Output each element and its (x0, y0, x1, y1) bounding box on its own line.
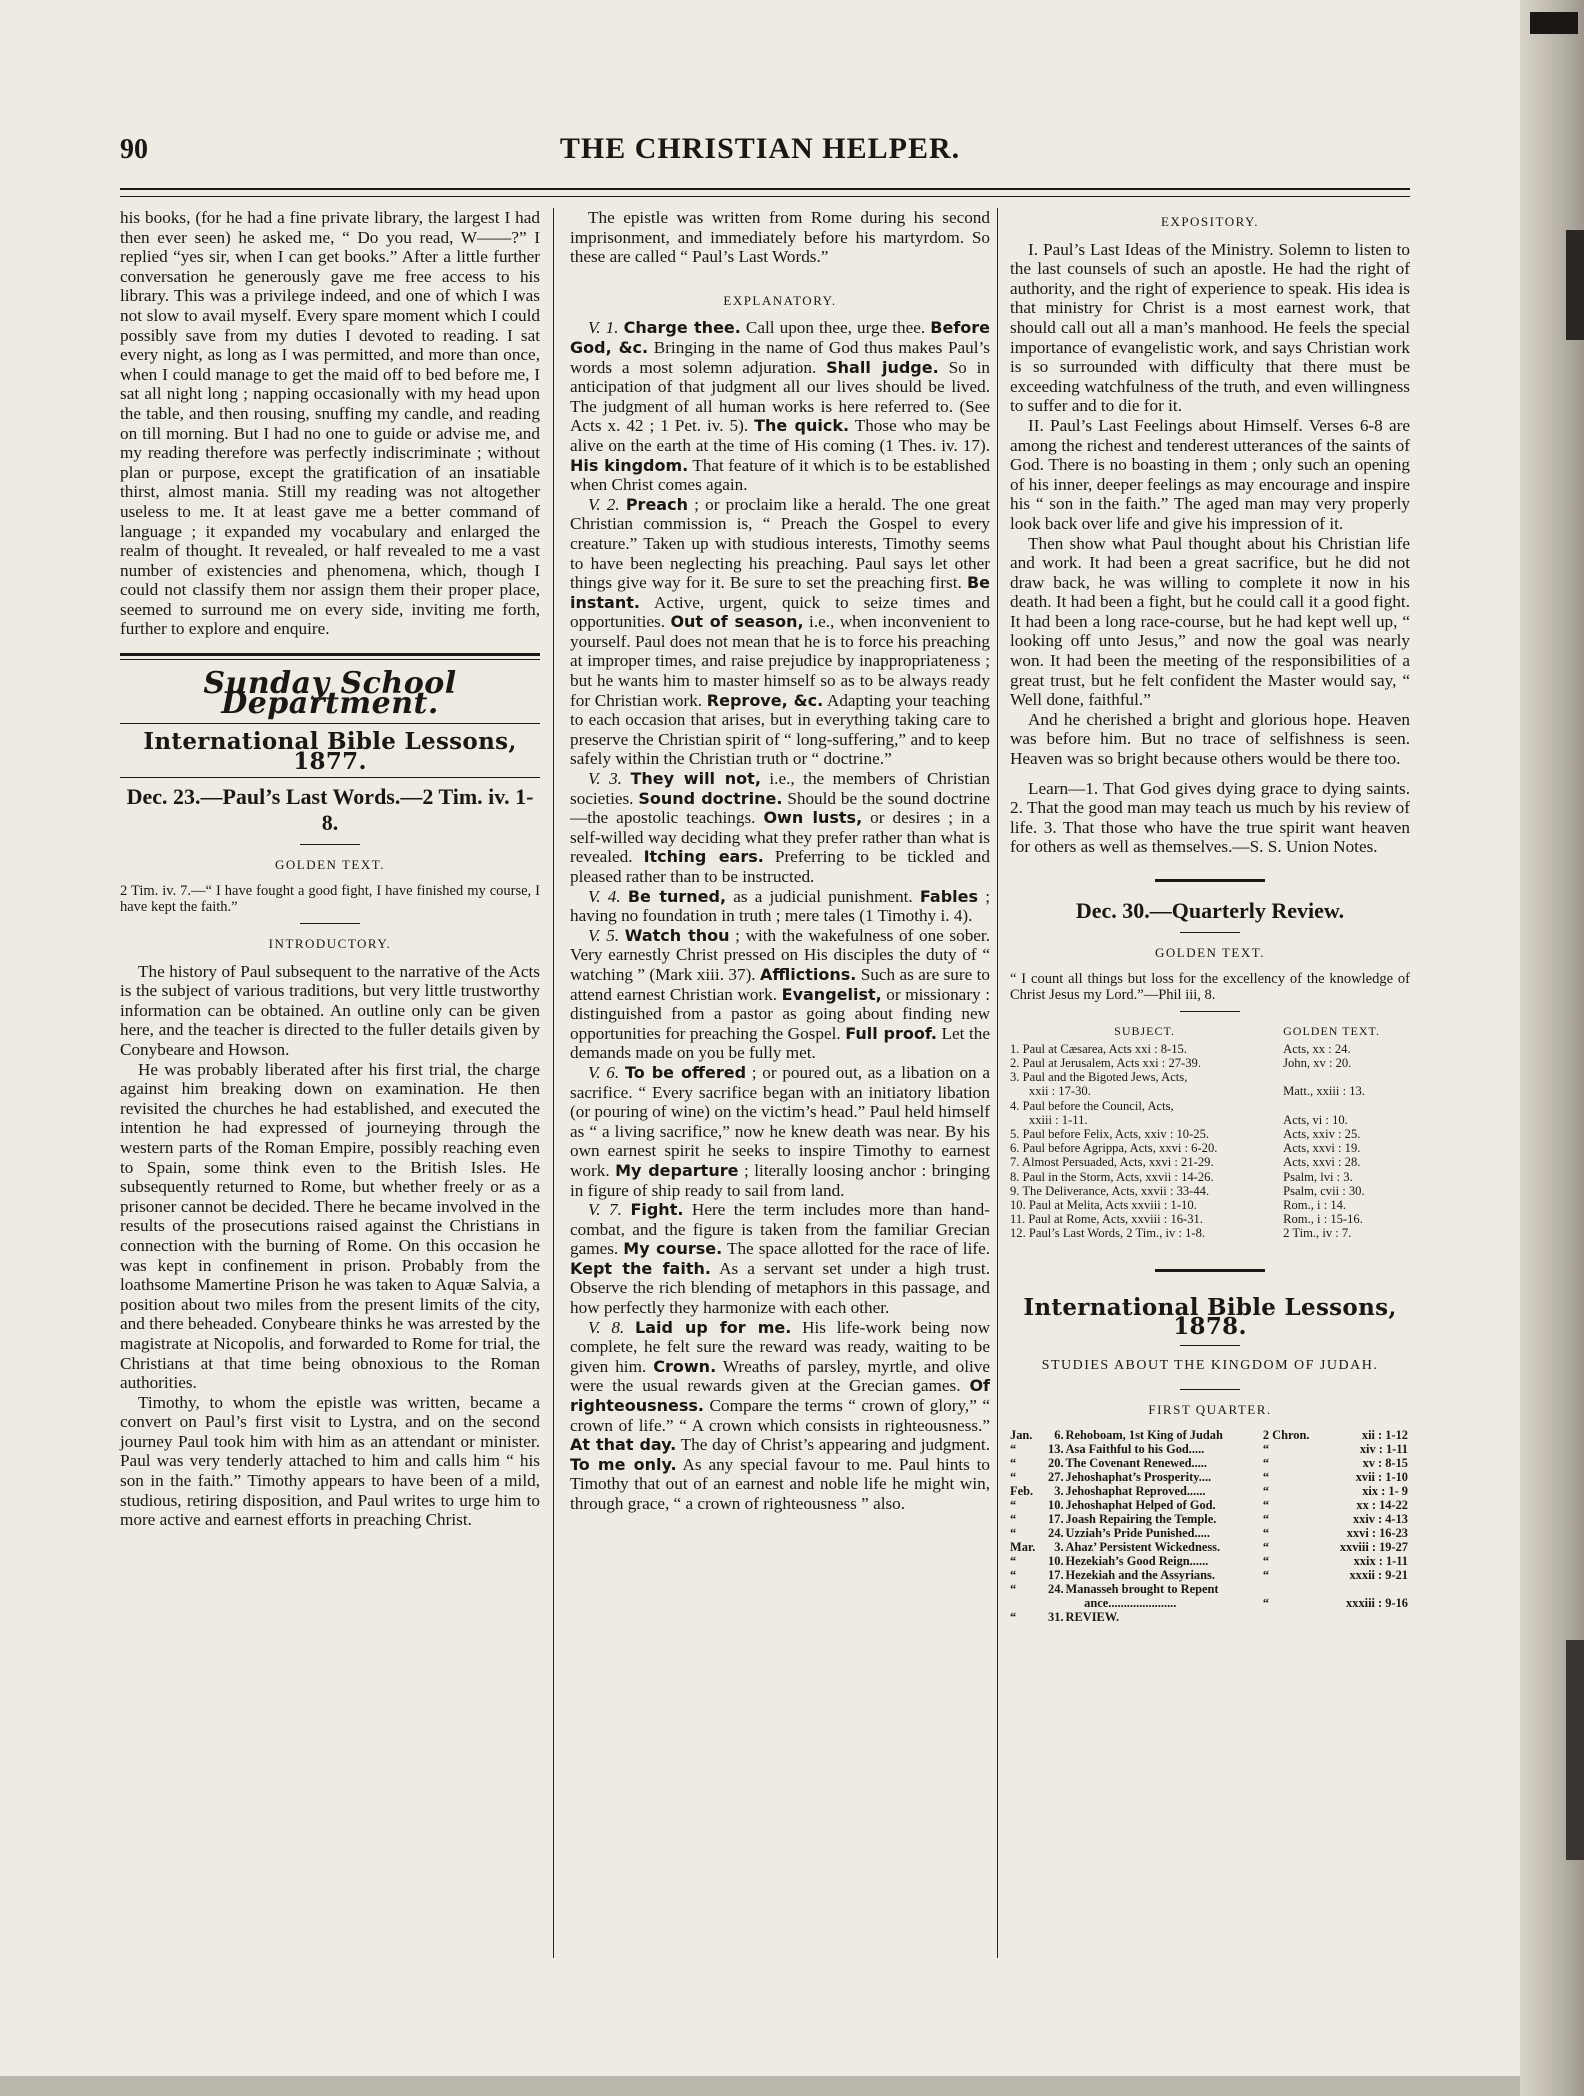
range-cell: xix : 1- 9 (1362, 1484, 1408, 1499)
golden-text-cell (1279, 1070, 1410, 1084)
range-cell: xxix : 1-11 (1353, 1554, 1408, 1569)
table-row (1010, 1212, 1410, 1226)
subject-cell: xxiii : 1-11. (1010, 1112, 1088, 1127)
table-row (1010, 1084, 1410, 1098)
verse-text: ; with the wakefulness of one sober. Very earnestly Christ pressed on His disciples the duty of “ watching ” (Mark xiii. 37). (570, 925, 991, 984)
subject-cell: 8. Paul in the Storm, Acts, xxvii : 14-26. (1010, 1169, 1214, 1184)
table-row (1010, 1042, 1410, 1056)
subject-cell: xxii : 17-30. (1010, 1084, 1091, 1099)
table-row (1010, 1526, 1410, 1540)
lessons-title: International Bible Lessons, 1877. (143, 728, 517, 775)
paragraph: II. Paul’s Last Feelings about Himself. Verses 6-8 are among the richest and tenderest utterances of the saints of God. There is no boasting in them ; only such an opening of his inner, deeper feelings as may encourage and inspire his “ son in the faith.” The aged man may very properly look back over life and give his impression of it. (1010, 415, 1410, 533)
verse-ref: V. 8. (588, 1317, 635, 1337)
verse-term: Watch thou (624, 925, 730, 945)
short-rule (1155, 879, 1265, 882)
table-row (1010, 1470, 1410, 1484)
page-bottom-edge (0, 2076, 1520, 2096)
verse-note (570, 1318, 990, 1514)
paragraph: Learn—1. That God gives dying grace to dying saints. 2. That the good man may teach us much by his review of life. 3. That those who have the true spirit want heaven for others as well as themselves.—S. S. Union Notes. (1010, 778, 1410, 857)
topic-cell: The Covenant Renewed..... (1065, 1456, 1208, 1471)
month-cell: “ (1010, 1456, 1017, 1471)
verse-text: The day of Christ’s appearing and judgment. (676, 1435, 990, 1455)
verse-text: Adapting your teaching to each occasion that arises, but in everything taking care to preserve the Christian spirit of “ long-suffering,” and to keep safely within the Christian truth or “ doctrine.” (570, 690, 990, 769)
verse-term: Evangelist, (781, 984, 882, 1004)
topic-cell: Hezekiah’s Good Reign...... (1065, 1554, 1209, 1569)
topic-cell: Joash Repairing the Temple. (1065, 1512, 1217, 1527)
golden-text-cell: Acts, xxvi : 28. (1283, 1155, 1361, 1170)
paragraph: Timothy, to whom the epistle was written, became a convert on Paul’s first visit to Lystra, and on the second journey Paul took him with him as an attendant or minister. Paul was very tenderly attached to him and calls him “ his son in the faith.” Timothy appears to have been of a mild, studious, retiring disposition, and Paul writes to urge him to more active and earnest efforts in preaching Christ. (120, 1392, 540, 1530)
lesson-heading: Dec. 23.—Paul’s Last Words.—2 Tim. iv. 1-8. (126, 784, 534, 836)
table-row (1010, 1155, 1410, 1169)
verse-term: Kept the faith. (570, 1258, 711, 1278)
verse-note (570, 769, 990, 887)
day-cell: 20. (1048, 1456, 1064, 1471)
verse-note (570, 1063, 990, 1200)
subject-cell: 7. Almost Persuaded, Acts, xxvi : 21-29. (1010, 1155, 1214, 1170)
studies-title: STUDIES ABOUT THE KINGDOM OF JUDAH. (1041, 1357, 1379, 1373)
table-row (1010, 1596, 1410, 1610)
topic-cell: Jehoshaphat Reproved...... (1065, 1484, 1206, 1499)
verse-ref: V. 3. (588, 769, 631, 789)
table-row (1010, 1070, 1410, 1084)
divider (120, 723, 540, 724)
column-right (1010, 208, 1410, 1624)
range-cell: xxviii : 19-27 (1339, 1540, 1408, 1555)
paragraph: I. Paul’s Last Ideas of the Ministry. Solemn to listen to the last counsels of such an apostle. He had the right of authority, and the right of experience to speak. His idea is that ministry for Christ is a most earnest work, that should call out all a man’s manhood. He feels the special importance of evangelistic work, and says Christian work is so surrounded with difficulty that there must be exceeding watchfulness of the truth, and even willingness to suffer and to die for it. (1010, 239, 1410, 416)
topic-cell: Rehoboam, 1st King of Judah (1065, 1428, 1223, 1443)
paragraph: And he cherished a bright and glorious hope. Heaven was before him. But no trace of selfishness is seen. Heaven was so bright because others would be there too. (1010, 709, 1410, 769)
verse-term: Charge thee. (623, 318, 741, 338)
review-heading: Dec. 30.—Quarterly Review. (1075, 898, 1345, 923)
verse-note (570, 887, 990, 926)
verse-term: Out of season, (670, 612, 804, 632)
verse-text: ; or poured out, as a libation on a sacrifice. “ Every sacrifice began with an initiatory libation (or pouring of wine) on the victim’s head.” Paul held himself as “ a living sacrifice,” now he knew death was near. By his own earnest spirit he seeks to inspire Timothy to earnest work. (570, 1062, 990, 1180)
table-row (1010, 1498, 1410, 1512)
verse-term: Preach (625, 494, 688, 514)
lessons-1878-title: International Bible Lessons, 1878. (1023, 1293, 1397, 1341)
month-cell: Jan. (1010, 1428, 1033, 1443)
range-cell: xxiv : 4-13 (1352, 1512, 1408, 1527)
page-edge-shadow (1520, 0, 1584, 2096)
day-cell: 17. (1048, 1512, 1064, 1527)
short-rule (1155, 1269, 1265, 1272)
verse-term: Own lusts, (763, 808, 863, 828)
table-row (1010, 1428, 1410, 1442)
divider (120, 777, 540, 778)
table-row (1010, 1512, 1410, 1526)
verse-term: Of righteousness. (570, 1376, 990, 1416)
subject-cell: 12. Paul’s Last Words, 2 Tim., iv : 1-8. (1010, 1226, 1206, 1241)
column-rule (553, 208, 554, 1958)
book-cell: 2 Chron. (1262, 1428, 1310, 1443)
verse-term: Be instant. (570, 573, 990, 612)
quarterly-review-rows (1010, 1042, 1410, 1241)
month-cell: “ (1010, 1526, 1017, 1541)
verse-note (570, 926, 990, 1063)
header-rule (120, 188, 1410, 197)
table-row (1010, 1456, 1410, 1470)
verse-term: His kingdom. (570, 455, 689, 475)
verse-text: His life-work being now complete, he felt sure the reward was ready, waiting to be given him. (570, 1317, 990, 1376)
range-cell: xvii : 1-10 (1355, 1470, 1408, 1485)
verse-text: That feature of it which is to be established when Christ comes again. (570, 455, 990, 495)
verse-text: Wreaths of parsley, myrtle, and olive were the usual rewards given at the Grecian games. (570, 1356, 990, 1396)
expository-text (1010, 240, 1410, 857)
verse-term: Fables (919, 886, 979, 906)
verse-term: My departure (615, 1160, 739, 1180)
book-cell (1263, 1610, 1323, 1624)
subject-cell: 6. Paul before Agrippa, Acts, xxvi : 6-20. (1010, 1141, 1218, 1156)
table-row (1010, 1170, 1410, 1184)
verse-text: As any special favour to me. Paul hints to Timothy that out of an earnest and noble life he might win, through grace, “ a crown of righteousness ” also. (570, 1454, 991, 1513)
range-cell: xxxii : 9-21 (1349, 1568, 1408, 1583)
topic-cell: Asa Faithful to his God..... (1065, 1442, 1205, 1457)
page-title: THE CHRISTIAN HELPER. (559, 132, 961, 165)
verse-text: Such as are sure to attend earnest Christian work. (570, 964, 990, 1004)
verse-term: Sound doctrine. (638, 788, 783, 808)
subject-cell: 11. Paul at Rome, Acts, xxviii : 16-31. (1010, 1212, 1203, 1227)
table-row (1010, 1442, 1410, 1456)
subject-cell: 10. Paul at Melita, Acts xxviii : 1-10. (1010, 1198, 1197, 1213)
golden-text-cell: Matt., xxiii : 13. (1283, 1084, 1365, 1099)
table-row (1010, 1056, 1410, 1070)
golden-text-cell: Acts, xx : 24. (1283, 1041, 1351, 1056)
verse-text: ; literally loosing anchor : bringing in figure of ship ready to sail from land. (570, 1160, 990, 1200)
subject-cell: 9. The Deliverance, Acts, xxvii : 33-44. (1010, 1183, 1210, 1198)
verse-ref: V. 6. (588, 1062, 625, 1082)
golden-text-cell: Rom., i : 14. (1283, 1198, 1347, 1213)
table-row (1010, 1198, 1410, 1212)
verse-text: Compare the terms “ crown of glory,” “ crown of life.” “ A crown which consists in righteousness.” (570, 1396, 990, 1435)
day-cell: 27. (1048, 1470, 1064, 1485)
book-cell: “ (1262, 1484, 1270, 1499)
column-middle (570, 208, 990, 1514)
month-cell: “ (1010, 1470, 1017, 1485)
golden-text-cell: Acts, xxiv : 25. (1283, 1127, 1361, 1142)
table-row (1010, 1113, 1410, 1127)
month-cell: “ (1010, 1554, 1017, 1569)
book-cell: “ (1262, 1596, 1270, 1611)
day-cell: 10. (1048, 1554, 1064, 1569)
table-row (1010, 1540, 1410, 1554)
day-cell: 17. (1048, 1568, 1064, 1583)
range-cell (1323, 1582, 1410, 1596)
month-cell: “ (1010, 1442, 1017, 1457)
day-cell (1044, 1596, 1066, 1610)
book-cell: “ (1262, 1554, 1270, 1569)
day-cell: 31. (1048, 1610, 1064, 1625)
verse-note (570, 1200, 990, 1318)
month-cell: “ (1010, 1568, 1017, 1583)
department-title: Sunday School Department. (203, 666, 457, 721)
day-cell: 24. (1048, 1582, 1064, 1597)
subject-cell: 1. Paul at Cæsarea, Acts xxi : 8-15. (1010, 1041, 1187, 1056)
paragraph: The history of Paul subsequent to the narrative of the Acts is the subject of various traditions, but very little trustworthy information can be obtained. An outline only can be given here, and the teacher is directed to the fuller details given by Conybeare and Howson. (120, 961, 540, 1059)
range-cell: xxxiii : 9-16 (1346, 1596, 1408, 1611)
verse-note (570, 318, 990, 494)
golden-text-label: GOLDEN TEXT. (275, 857, 385, 873)
short-rule (300, 844, 360, 845)
book-cell: “ (1262, 1470, 1270, 1485)
table-row (1010, 1184, 1410, 1198)
verse-text: Bringing in the name of God thus makes Paul’s words a most solemn adjuration. (570, 337, 990, 377)
table-row (1010, 1127, 1410, 1141)
golden-text-cell: Psalm, cvii : 30. (1283, 1183, 1365, 1198)
table-row (1010, 1141, 1410, 1155)
verse-term: Shall judge. (826, 357, 939, 377)
range-cell: xii : 1-12 (1361, 1428, 1408, 1443)
subject-column-header: SUBJECT. (1114, 1023, 1175, 1038)
table-row (1010, 1484, 1410, 1498)
verse-term: Before God, &c. (570, 318, 991, 357)
paragraph: He was probably liberated after his first trial, the charge against him breaking down on examination. He then revisited the churches he had established, and executed the intention he had expressed of journeying through the western parts of the Roman Empire, possibly reaching even to Spain, some think even to the British Isles. He subsequently returned to Rome, but whether freely or as a prisoner cannot be decided. There he became involved in the results of the prosecutions raised against the Christians in connection with the burning of Rome. On this occasion he was kept in confinement in prison. Probably from the loathsome Mamertine Prison he was taken to Aquæ Salvia, a position about two miles from the present limits of the city, and there beheaded. Conybeare thinks he was arrested by the magistrate at Nicopolis, and forwarded to Rome for trial, the Christians at that time being obnoxious to the Roman authorities. (120, 1059, 540, 1393)
verse-term: At that day. (570, 1435, 677, 1455)
edge-mark (1566, 1640, 1584, 1860)
golden-text-cell: Acts, xxvi : 19. (1283, 1141, 1361, 1156)
subject-cell: 3. Paul and the Bigoted Jews, Acts, (1010, 1070, 1188, 1085)
month-cell (1010, 1596, 1044, 1610)
table-row (1010, 1568, 1410, 1582)
short-rule (1180, 1389, 1240, 1390)
book-cell: “ (1262, 1540, 1270, 1555)
topic-cell: Hezekiah and the Assyrians. (1065, 1568, 1215, 1583)
verse-text: or desires ; in a self-willed way deciding what they prefer rather than what is revealed. (570, 808, 990, 867)
page-number: 90 (120, 134, 148, 165)
divider (120, 653, 540, 656)
month-cell: “ (1010, 1582, 1017, 1597)
verse-term: To me only. (570, 1454, 677, 1474)
column-rule (997, 208, 998, 1958)
paragraph: The epistle was written from Rome during his second imprisonment, and immediately before his martyrdom. So these are called “ Paul’s Last Words.” (570, 208, 990, 267)
expository-label: EXPOSITORY. (1160, 214, 1260, 229)
verse-text: Should be the sound doctrine—the apostolic teachings. (570, 788, 990, 828)
verse-term: To be offered (624, 1062, 747, 1082)
verse-text: i.e., when inconvenient to yourself. Paul does not mean that he is to force his preaching at improper times, and raise prejudice by inappropriateness ; but he wants him to master himself so as to be always ready for Christian work. (570, 612, 990, 710)
golden-text-cell: Acts, vi : 10. (1283, 1112, 1348, 1127)
range-cell: xxvi : 16-23 (1346, 1526, 1408, 1541)
day-cell: 24. (1048, 1526, 1064, 1541)
topic-cell: Ahaz’ Persistent Wickedness. (1065, 1540, 1221, 1555)
table-row (1010, 1610, 1410, 1624)
verse-text: Let the demands made on you be fully met. (570, 1023, 990, 1063)
paragraph: Then show what Paul thought about his Christian life and work. It had been a great sacrifice, but he did not draw back, he was willing to complete it now in his death. It had been a fight, but he could call it a good fight. It had been a long race-course, but he had kept well up, “ looking off unto Jesus,” and now the goal was nearly won. It had been the meeting of the responsibilities of a great trust, but he felt confident the Master would say, “ Well done, faithful.” (1010, 533, 1410, 710)
edge-mark (1566, 230, 1584, 340)
day-cell: 3. (1054, 1540, 1064, 1555)
verse-text: So in anticipation of that judgment all our lives should be lived. The judgment of all human works is here referred to. (See Acts x. 42 ; 1 Pet. iv. 5). (570, 357, 990, 436)
verse-ref: V. 5. (588, 925, 625, 945)
table-row (1010, 1582, 1410, 1596)
verse-term: Crown. (653, 1356, 717, 1376)
column-left (120, 208, 540, 1530)
range-cell: xv : 8-15 (1362, 1456, 1408, 1471)
topic-cell: Manasseh brought to Repent (1065, 1582, 1219, 1597)
golden-text-column-header: GOLDEN TEXT. (1283, 1023, 1380, 1038)
book-cell: “ (1262, 1568, 1270, 1583)
first-quarter-table (1010, 1428, 1410, 1624)
verse-text: Call upon thee, urge thee. (740, 318, 931, 338)
introductory-text (120, 962, 540, 1530)
verse-text: or missionary : distinguished from a pastor as going about finding new opportunities for preaching the Gospel. (570, 984, 990, 1043)
topic-cell: ance...................... (1065, 1596, 1177, 1611)
verse-term: Fight. (630, 1200, 684, 1220)
topic-cell: Uzziah’s Pride Punished..... (1065, 1526, 1210, 1541)
table-row (1010, 1554, 1410, 1568)
golden-text-cell: Psalm, lvi : 3. (1283, 1169, 1353, 1184)
day-cell: 10. (1048, 1498, 1064, 1513)
range-cell (1323, 1610, 1410, 1624)
subject-cell: 5. Paul before Felix, Acts, xxiv : 10-25. (1010, 1127, 1210, 1142)
verse-term: Full proof. (845, 1023, 938, 1043)
day-cell: 13. (1048, 1442, 1064, 1457)
verse-ref: V. 4. (588, 886, 628, 906)
short-rule (1180, 1011, 1240, 1012)
verse-term: Afflictions. (760, 964, 857, 984)
book-cell: “ (1262, 1442, 1270, 1457)
golden-text-cell: Rom., i : 15-16. (1283, 1212, 1363, 1227)
review-golden-text: “ I count all things but loss for the excellency of the knowledge of Christ Jesus my Lord.”—Phil iii, 8. (1010, 970, 1410, 1003)
introductory-label: INTRODUCTORY. (268, 936, 392, 952)
book-cell: “ (1262, 1456, 1270, 1471)
verse-text: Preferring to be tickled and pleased rather than to be instructed. (570, 847, 990, 886)
topic-cell: REVIEW. (1065, 1610, 1120, 1625)
verse-text: as a judicial punishment. (726, 886, 920, 906)
first-quarter-label: FIRST QUARTER. (1148, 1402, 1272, 1418)
explanatory-verses (570, 318, 990, 1513)
running-head (120, 132, 1400, 172)
golden-text-cell: 2 Tim., iv : 7. (1283, 1226, 1352, 1241)
verse-term: My course. (623, 1239, 723, 1259)
verse-term: The quick. (754, 416, 850, 436)
verse-text: ; having no foundation in truth ; mere tales (1 Timothy i. 4). (570, 886, 990, 926)
review-golden-label: GOLDEN TEXT. (1155, 945, 1265, 960)
month-cell: Mar. (1010, 1540, 1036, 1555)
month-cell: “ (1010, 1512, 1017, 1527)
golden-text: 2 Tim. iv. 7.—“ I have fought a good fight, I have finished my course, I have kept the faith.” (120, 883, 540, 916)
book-cell: “ (1262, 1498, 1270, 1513)
explanatory-label: EXPLANATORY. (723, 292, 837, 308)
subject-cell: 4. Paul before the Council, Acts, (1010, 1098, 1174, 1113)
first-quarter-rows (1010, 1428, 1410, 1624)
verse-text: The space allotted for the race of life. (722, 1239, 990, 1259)
verse-text: i.e., the members of Christian societies. (570, 769, 990, 808)
day-cell: 3. (1054, 1484, 1064, 1499)
topic-cell: Jehoshaphat’s Prosperity.... (1065, 1470, 1212, 1485)
divider (120, 659, 540, 660)
month-cell: Feb. (1010, 1484, 1034, 1499)
verse-text: As a servant set under a high trust. Observe the rich blending of metaphors in this passage, and how perfectly they harmonize with each other. (570, 1258, 990, 1318)
quarterly-review-table (1010, 1020, 1410, 1241)
verse-text: Here the term includes more than hand-combat, and the figure is taken from the familiar Grecian games. (570, 1200, 990, 1259)
verse-text: Active, urgent, quick to seize times and opportunities. (570, 592, 990, 632)
verse-term: Laid up for me. (635, 1317, 792, 1337)
paragraph: his books, (for he had a fine private library, the largest I had then ever seen) he asked me, “ Do you read, W——?” I replied “yes sir, when I can get books.” After a little further conversation he generously gave me free access to his library. This was a privilege indeed, and one of which I was not slow to avail myself. Every spare moment which I could possibly save from my duties I devoted to reading. I sat every night, as long as I was permitted, and more than once, when I could manage to get the maid off to bed before me, I sat all night long ; napping occasionally with my head upon the table, and then rousing, snuffing my candle, and reading on till morning. But I had no one to guide or advise me, and my reading therefore was perfectly indiscriminate ; without plan or purpose, except the gratification of an insatiable thirst, almost mania. Still my reading was not altogether useless to me. It at least gave me a better command of language ; it expanded my vocabulary and enlarged the realm of thought. It revealed, or half revealed to me a vast number of existencies and phenomena, which, though I could not classify them nor assign them their proper place, seemed to surround me on every side, inviting me forth, further to explore and enquire. (120, 208, 540, 639)
subject-cell: 2. Paul at Jerusalem, Acts xxi : 27-39. (1010, 1056, 1201, 1070)
range-cell: xx : 14-22 (1356, 1498, 1408, 1513)
book-cell (1263, 1582, 1323, 1596)
table-row (1010, 1226, 1410, 1240)
short-rule (1180, 1345, 1240, 1346)
verse-text: Those who may be alive on the earth at the time of His coming (1 Thes. iv. 17). (570, 416, 991, 455)
edge-mark (1530, 12, 1578, 34)
book-cell: “ (1262, 1512, 1270, 1527)
verse-term: Be turned, (627, 886, 727, 906)
month-cell: “ (1010, 1498, 1017, 1513)
verse-ref: V. 7. (588, 1200, 631, 1220)
short-rule (300, 923, 360, 924)
verse-term: Reprove, &c. (706, 690, 824, 710)
verse-ref: V. 2. (588, 494, 626, 514)
verse-term: They will not, (630, 769, 761, 789)
topic-cell: Jehoshaphat Helped of God. (1065, 1498, 1216, 1513)
month-cell: “ (1010, 1610, 1017, 1625)
golden-text-cell: John, xv : 20. (1283, 1056, 1352, 1070)
range-cell: xiv : 1-11 (1359, 1442, 1408, 1457)
table-header-row (1010, 1020, 1410, 1042)
day-cell: 6. (1054, 1428, 1064, 1443)
table-row (1010, 1099, 1410, 1113)
short-rule (1180, 932, 1240, 933)
golden-text-cell (1279, 1099, 1410, 1113)
verse-ref: V. 1. (588, 318, 624, 338)
verse-text: ; or proclaim like a herald. The one great Christian commission is, “ Preach the Gospel to every creature.” Taken up with studious interests, Timothy seems to have been neglecting his preaching. Paul says let other things give way for it. Be sure to set the preaching first. (570, 494, 990, 593)
book-cell: “ (1262, 1526, 1270, 1541)
verse-note (570, 495, 990, 769)
verse-term: Itching ears. (643, 847, 764, 867)
